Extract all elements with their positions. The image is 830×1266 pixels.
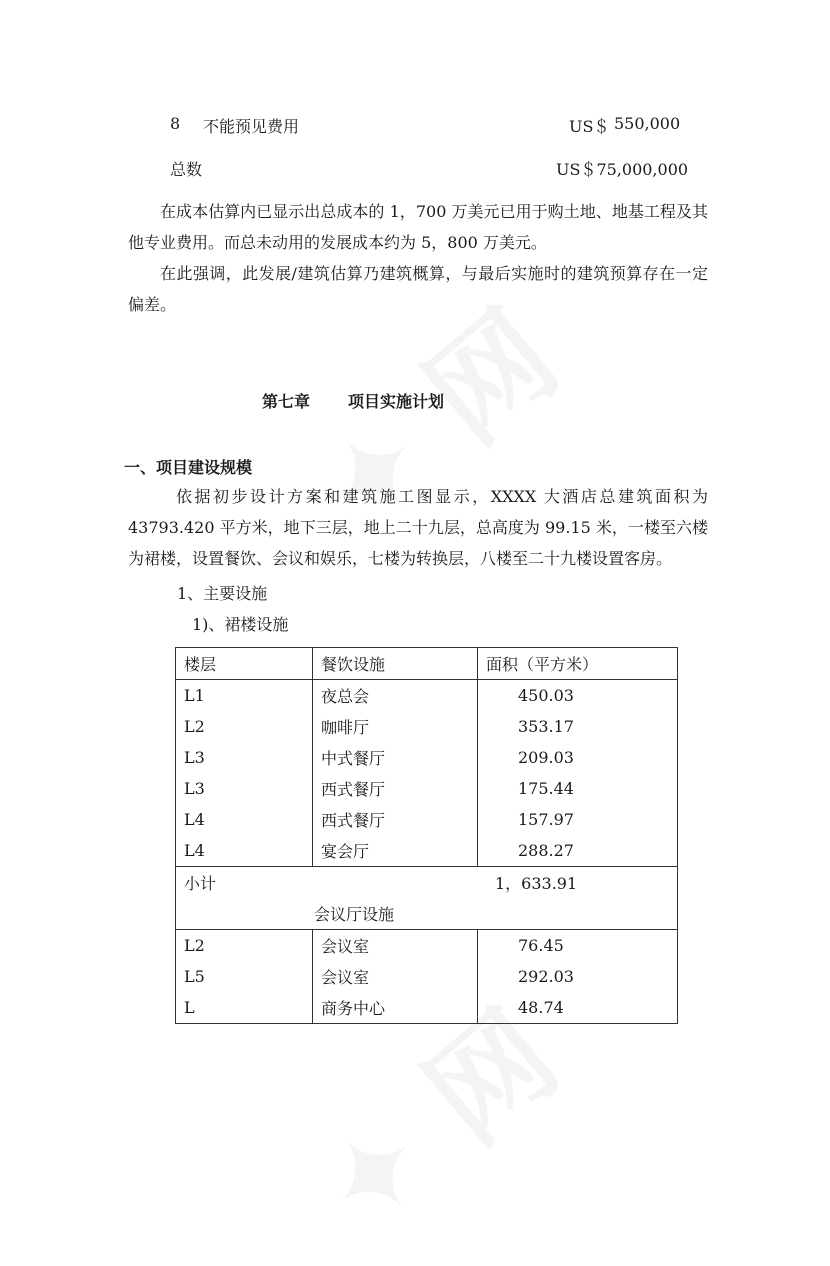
cell-area: 48.74: [478, 992, 678, 1024]
cost-item-number: 8: [170, 114, 181, 133]
subtotal-value: 1，633.91: [495, 874, 578, 893]
cell-floor: L3: [176, 742, 313, 773]
cell-area: 76.45: [478, 930, 678, 962]
paragraph: 在此强调，此发展/建筑估算乃建筑概算，与最后实施时的建筑预算存在一定偏差。: [128, 264, 708, 314]
cell-facility: 会议室: [313, 930, 478, 962]
chapter-number: 第七章: [262, 392, 311, 411]
meeting-heading-row: [176, 898, 678, 930]
cell-facility: 中式餐厅: [313, 742, 478, 773]
cell-floor: L4: [176, 804, 313, 835]
cell-floor: L2: [176, 930, 313, 962]
subtotal-cell: [176, 867, 678, 899]
subtotal-label: 小计: [184, 874, 217, 893]
paragraph: 在成本估算内已显示出总成本的 1，700 万美元已用于购土地、地基工程及其他专业费用。而总未动用的发展成本约为 5，800 万美元。: [128, 202, 708, 252]
cost-item-currency: US＄: [569, 117, 610, 136]
cost-item-label: 不能预见费用: [203, 117, 300, 136]
table-header-row: [176, 648, 678, 680]
table-row: [176, 992, 678, 1024]
cell-facility: 西式餐厅: [313, 804, 478, 835]
cell-floor: L: [176, 992, 313, 1024]
section-heading: 一、项目建设规模: [124, 458, 253, 477]
subsection-heading: 1)、裙楼设施: [192, 615, 289, 634]
column-header: 楼层: [176, 648, 313, 680]
cell-facility: 宴会厅: [313, 835, 478, 867]
facilities-table: [175, 647, 678, 1024]
cell-area: 450.03: [478, 680, 678, 712]
total-label: 总数: [170, 160, 203, 179]
cell-area: 209.03: [478, 742, 678, 773]
cell-floor: L5: [176, 961, 313, 992]
subtotal-row: [176, 867, 678, 899]
cell-area: 353.17: [478, 711, 678, 742]
table-row: [176, 835, 678, 867]
table-row: [176, 961, 678, 992]
cell-facility: 会议室: [313, 961, 478, 992]
total-value: US＄75,000,000: [556, 160, 689, 179]
cell-floor: L3: [176, 773, 313, 804]
cost-item-amount: 550,000: [614, 114, 681, 133]
cell-area: 157.97: [478, 804, 678, 835]
cell-area: 292.03: [478, 961, 678, 992]
table-row: [176, 773, 678, 804]
column-header: 餐饮设施: [313, 648, 478, 680]
table-row: [176, 742, 678, 773]
table-row: [176, 680, 678, 712]
table-row: [176, 930, 678, 962]
chapter-title: 项目实施计划: [348, 392, 445, 411]
cell-facility: 西式餐厅: [313, 773, 478, 804]
cell-floor: L4: [176, 835, 313, 867]
table-row: [176, 804, 678, 835]
cell-facility: 夜总会: [313, 680, 478, 712]
cell-floor: L1: [176, 680, 313, 712]
cell-floor: L2: [176, 711, 313, 742]
cell-facility: 咖啡厅: [313, 711, 478, 742]
table-row: [176, 711, 678, 742]
cell-area: 288.27: [478, 835, 678, 867]
meeting-heading: 会议厅设施: [176, 898, 678, 930]
cell-facility: 商务中心: [313, 992, 478, 1024]
section-intro: 依据初步设计方案和建筑施工图显示，XXXX 大酒店总建筑面积为 43793.420 平方米，地下三层，地上二十九层，总高度为 99.15 米，一楼至六楼为裙楼，设置餐饮、会议和娱乐，七楼为转换层，八楼至二十九楼设置客房。: [128, 487, 708, 568]
column-header: 面积（平方米）: [478, 648, 678, 680]
cell-area: 175.44: [478, 773, 678, 804]
subsection-heading: 1、主要设施: [177, 584, 268, 603]
